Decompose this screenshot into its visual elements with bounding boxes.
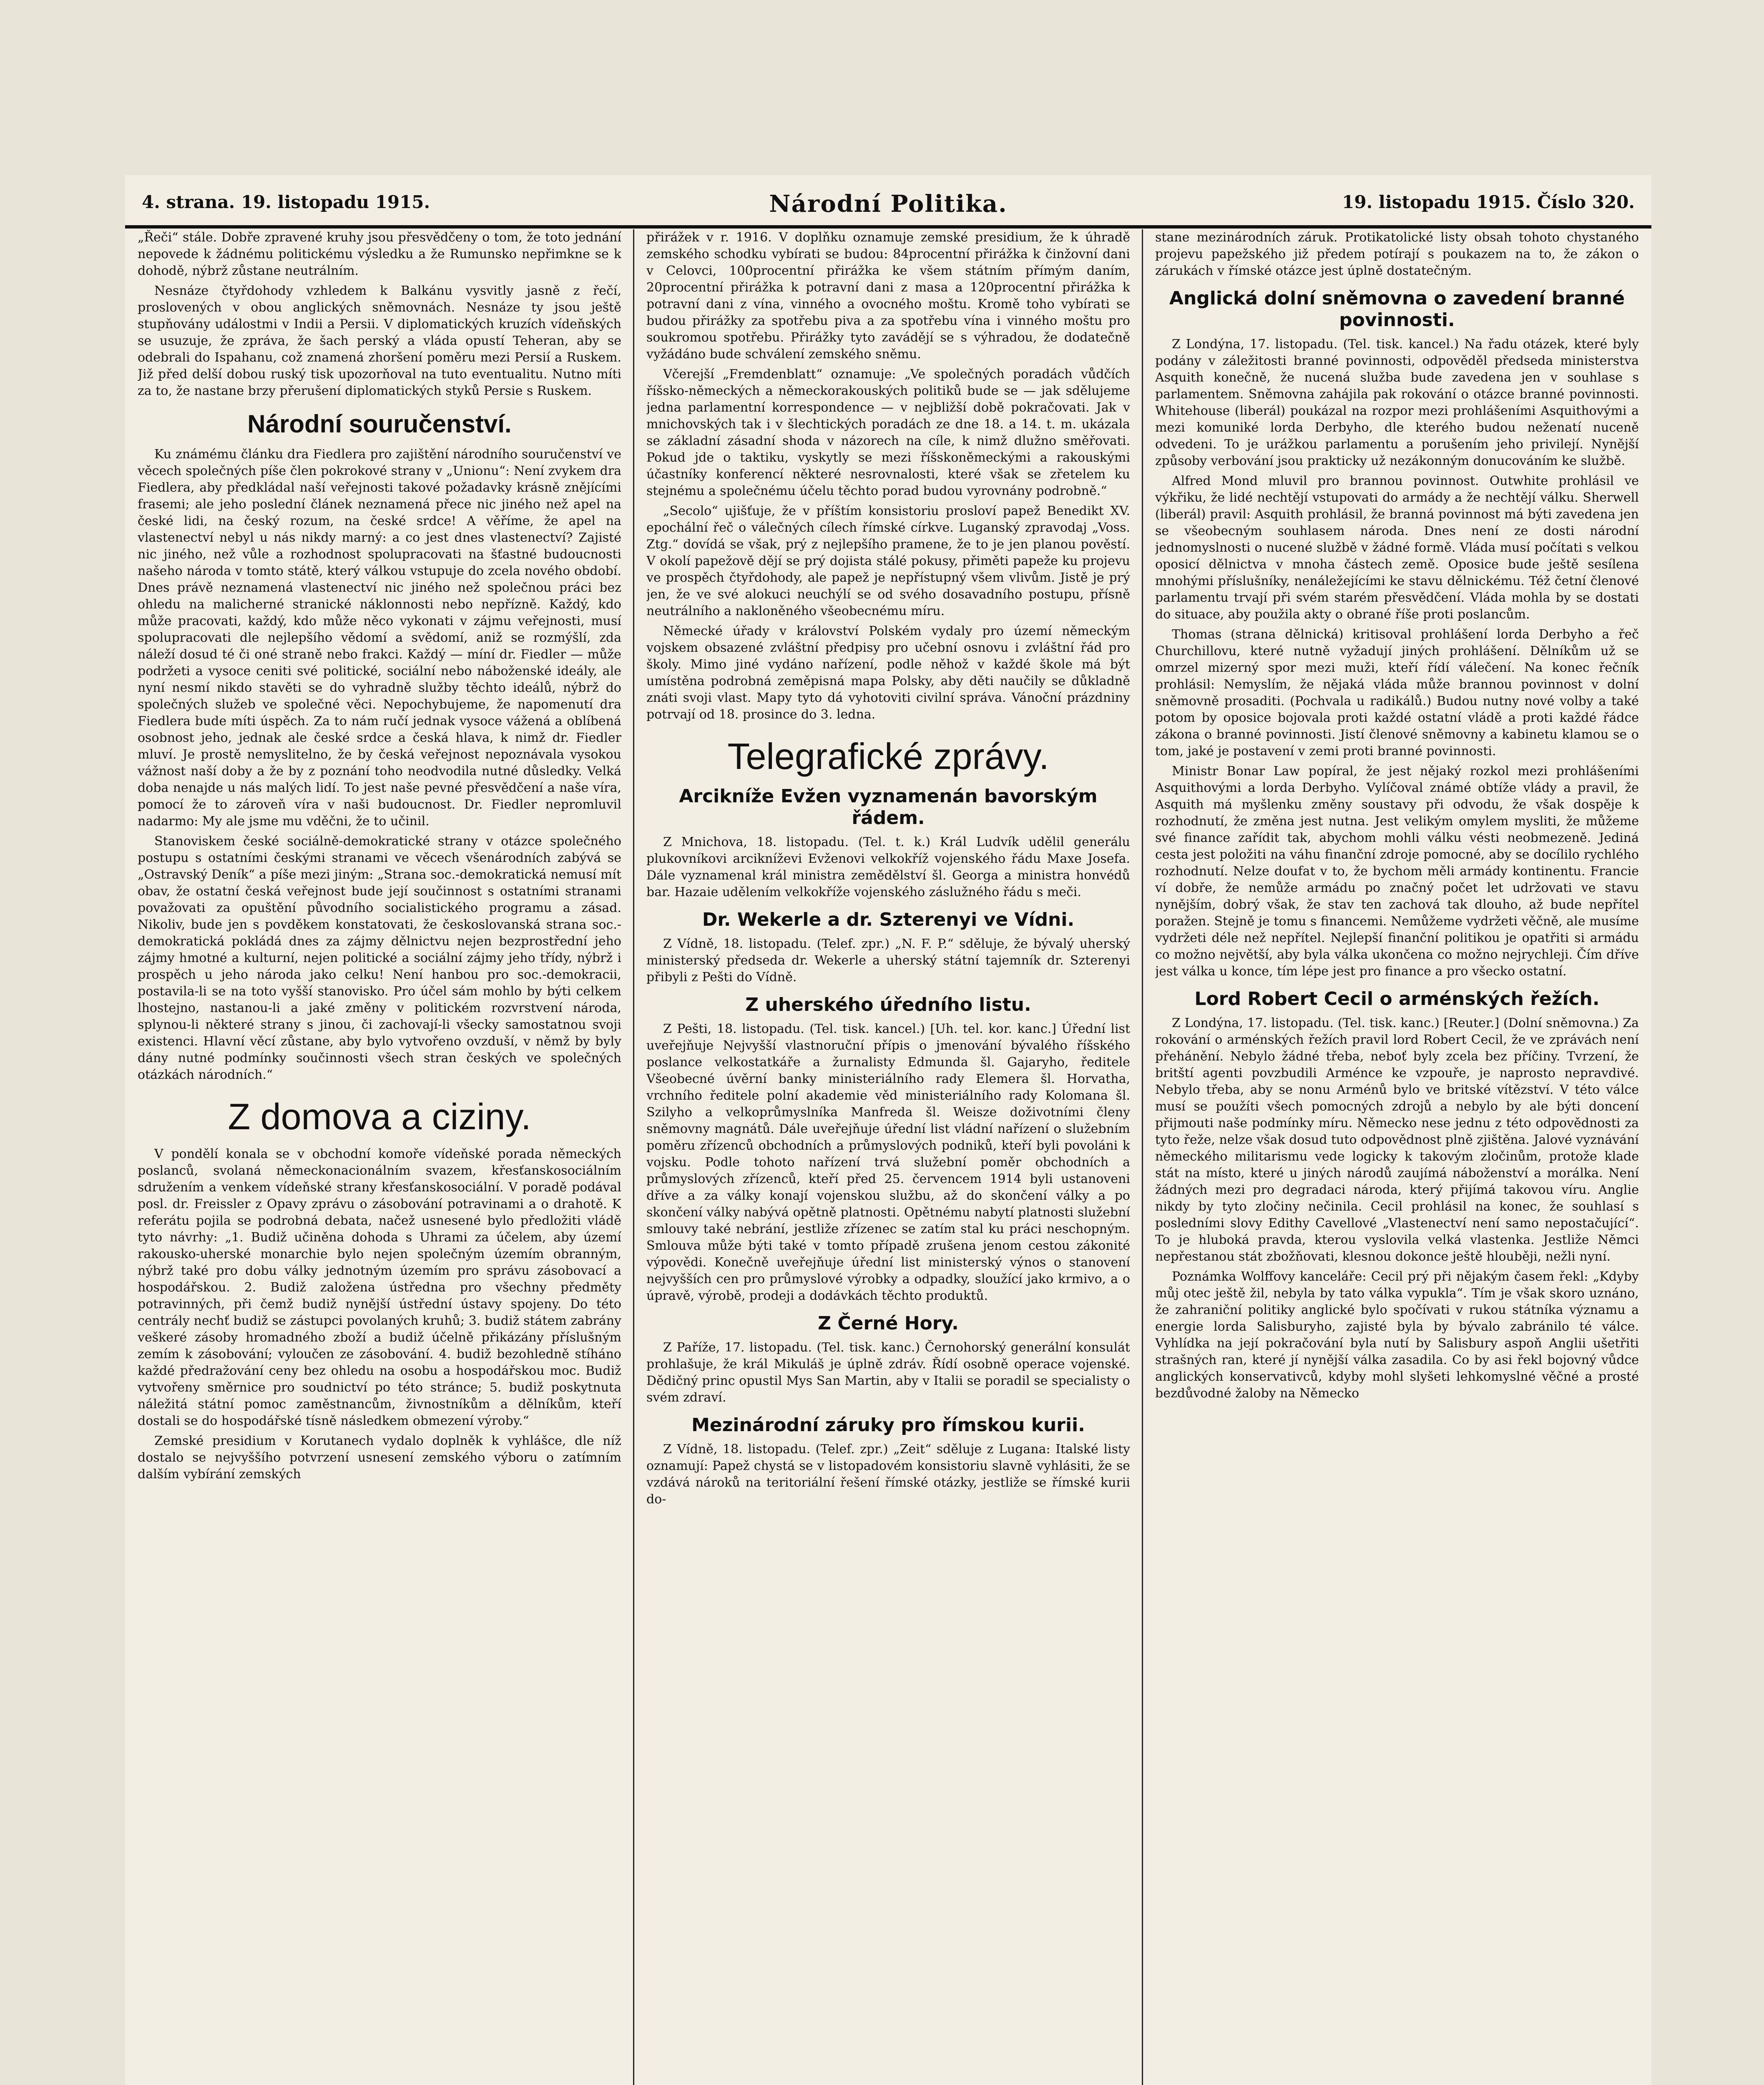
- article-paragraph: Z Londýna, 17. listopadu. (Tel. tisk. kanc.) [Reuter.] (Dolní sněmovna.) Za rokování o arménských řežích pravil lord Robert Cecil, že ve zprávách není přehánění. Nebylo žádné třeba, neboť byly zcela bez příčiny. Tvrzení, že britští agenti povzbudili Arménce ke vzpouře, je naprosto nepravdivé. Nebylo třeba, aby se nonu Arménů bylo ve britské vítězství. V této válce musí se použíti všech pomocných zdrojů a nebylo by ale býti doncení přijmouti naše podmínky míru. Německo nese jednu z této odpovědnosti za tyto řeže, nelze však dosud tuto odpovědnost plně zjištěna. Jalové vyznávání německého militarismu vede logicky k takovým zločinům, protože klade stát na místo, které u jiných národů zaujímá náboženství a morálka. Není žádných mezi pro degradaci národa, který přijímá takovou víru. Anglie nikdy by tyto zločiny nečinila. Cecil prohlásil na konec, že souhlasí s posledními slovy Edithy Cavellové „Vlastenectví není samo nepostačující“. To je hluboká pravda, kterou vyslovila velká vlastenka. Jestliže Němci nepřestanou stát zbožňovati, klesnou dokonce ještě hlouběji, nežli nyní.: [1155, 1016, 1639, 1264]
- article-paragraph: „Secolo“ ujišťuje, že v příštím konsistoriu prosloví papež Benedikt XV. epochální řeč o válečných cílech římské církve. Luganský zpravodaj „Voss. Ztg.“ dovídá se však, prý z nejlepšího pramene, že to je jen planou pověstí. V okolí papežově dějí se prý dojista stálé pokusy, přiměti papeže ku projevu ve prospěch čtyřdohody, ale papež je nepřístupný všem vlivům. Jistě je prý jen, že ve své alokuci neuchýlí se od svého dosavadního postupu, přísně neutrálního a nakloněného všeobecnému míru.: [646, 504, 1130, 618]
- section-heading: Z domova a ciziny.: [228, 1096, 531, 1137]
- column-3: [1155, 229, 1639, 2085]
- newspaper-title: Národní Politika.: [769, 190, 1008, 218]
- section-heading: Telegrafické zprávy.: [727, 736, 1049, 777]
- column-1: [138, 229, 621, 2085]
- article-paragraph: „Řeči“ stále. Dobře zpravené kruhy jsou přesvědčeny o tom, že toto jednání nepovede k žádnému politickému výsledku a že Rumunsko nepřimkne se k dohodě, nýbrž zůstane neutrálním.: [138, 230, 621, 278]
- column-divider: [633, 229, 634, 2085]
- article-heading: Z uherského úředního listu.: [745, 994, 1031, 1015]
- article-paragraph: Německé úřady v království Polském vydaly pro území německým vojskem obsazené zvláštní předpisy pro učební osnovu i zvláštní řád pro školy. Mimo jiné vydáno nařízení, podle něhož v každé škole má být umístěna podrobná zeměpisná mapa Polsky, aby děti naučily se důkladně znáti svoji vlast. Mapy tyto dá vyhotoviti civilní správa. Vánoční prázdniny potrvají od 18. prosince do 3. ledna.: [646, 624, 1130, 722]
- article-heading: Z Černé Hory.: [818, 1313, 959, 1334]
- article-paragraph: Z Vídně, 18. listopadu. (Telef. zpr.) „N. F. P.“ sděluje, že bývalý uherský ministerský předseda dr. Wekerle a uherský státní tajemník dr. Szterenyi přibyli z Pešti do Vídně.: [646, 937, 1130, 985]
- article-paragraph: Včerejší „Fremdenblatt“ oznamuje: „Ve společných poradách vůdčích říšsko-německých a německorakouských politiků bude se — jak sdělujeme jedna parlamentní korrespondence — v nejbližší době pokračovati. Jak v mnichovských tak i v šlechtických poradách ze dne 18. a 14. t. m. ukázala se základní zásadní shoda v názorech na cíle, k nimž dlužno směřovati. Pokud jde o taktiku, vyskytly se mezi říšskoněmeckými a rakouskými účastníky konferencí některé nesrovnalosti, které však se zřetelem ku stejnému a společnému účelu těchto porad budou vyrovnány podrobně.“: [646, 367, 1130, 498]
- article-heading: Arcikníže Evžen vyznamenán bavorským řádem.: [679, 786, 1098, 829]
- issue-date-number: 19. listopadu 1915. Číslo 320.: [1342, 192, 1635, 212]
- article-paragraph: Thomas (strana dělnická) kritisoval prohlášení lorda Derbyho a řeč Churchillovu, které nutně vyžadují jiných prohlášení. Dělníkům už se omrzel mizerný spor mezi muži, kteří řídí válečení. Na konec řečník prohlásil: Nemyslím, že nějaká vláda může brannou povinnost v dolní sněmovně prosaditi. (Pochvala u radikálů.) Budou nutny nové volby a také potom by oposice bojovala proti každé ostatní vládě a proti každé řádce zákona o branné povinnosti. Jistí členové sněmovny a kabinetu klamou se o tom, jaké je postavení v zemi proti branné povinnosti.: [1155, 627, 1639, 759]
- article-paragraph: Ku známému článku dra Fiedlera pro zajištění národního souručenství ve věcech společných píše člen pokrokové strany v „Unionu“: Není zvykem dra Fiedlera, aby předkládal naší veřejnosti takové požadavky krásně znějícími frasemi; ale jeho poslední článek neznamená přece nic jiného než apel na české lidi, na český rozum, na české srdce! A věříme, že apel na vlastenectví nebyl u nás nikdy marný: a co jest dnes vlastenectví? Zajisté nic jiného, než vůle a rozhodnost spolupracovati na šťastné budoucnosti našeho národa v tomto státě, který válkou vstupuje do zcela nového období. Dnes právě neznamená vlastenectví nic jiného než společnou práci bez ohledu na malicherné stranické náklonnosti nebo nepřízně. Každý, kdo může pracovati, každý, kdo může něco vykonati v zájmu veřejnosti, musí spolupracovati dle nejlepšího vědomí a svědomí, aniž se rozmýšlí, zda náleží dosud té či oné straně nebo frakci. Každý — míní dr. Fiedler — může podržeti a vysoce ceniti své politické, sociální nebo náboženské ideály, ale nyní nesmí nikdo stavěti se do vyhradně služby těchto ideálů, nýbrž do společných služeb ve společné věci. Nepochybujeme, že napomenutí dra Fiedlera bude míti úspěch. Za to nám ručí jednak vysoce vážená a oblíbená osobnost jeho, jednak ale české srdce a česká hlava, k nimž dr. Fiedler mluví. Je prostě nemyslitelno, že by česká veřejnost nepoznávala vysokou vážnost naší doby a že by z poznání toho neodvodila nutné důsledky. Velká doba nenajde u nás malých lidí. To jest naše pevné přesvědčení a naše víra, pomocí že to zároveň víra v naši budoucnost. Dr. Fiedler nepromluvil nadarmo: My ale jsme mu vděčni, že to učinil.: [138, 447, 621, 829]
- page-header: [125, 175, 1651, 229]
- article-paragraph: V pondělí konala se v obchodní komoře vídeňské porada německých poslanců, svolaná německonacionálním svazem, křesťanskosociálním sdružením a venkem vídeňské strany křesťanskosociální. V poradě podával posl. dr. Freissler z Opavy zprávu o zásobování potravinami a o drahotě. K referátu pojila se podrobná debata, načež usnesené bylo předložiti vládě tyto návrhy: „1. Budiž učiněna dohoda s Uhrami za účelem, aby území rakousko-uherské monarchie bylo nejen společným územím obranným, nýbrž také pro dobu války jednotným územím pro správu zásobovací a hospodářskou. 2. Budiž založena ústředna pro všechny předměty potravinných, při čemž budiž nynější ústřední ústavy spojeny. Do této centrály nechť budiž se zástupci povolaných kruhů; 3. budiž státem zabrány veškeré zásoby hromadného zboží a budiž účelně přikázány příslušným zemím k zásobování; vyloučen ze zásobování. 4. budiž bezohledně stíháno každé předražování ceny bez ohledu na osobu a hospodářskou moc. Budiž vytvořeny směrnice pro soudnictví po této stránce; 5. budiž poskytnuta náležitá státní pomoc zaměstnancům, živnostníkům a dělníkům, kteří dostali se do hospodářské tísně následkem obmezení výroby.“: [138, 1147, 621, 1428]
- article-heading: Mezinárodní záruky pro římskou kurii.: [691, 1414, 1085, 1436]
- column-divider: [1142, 229, 1143, 2085]
- column-2: [646, 229, 1130, 2085]
- article-heading: Dr. Wekerle a dr. Szterenyi ve Vídni.: [702, 909, 1075, 930]
- article-paragraph: Ministr Bonar Law popíral, že jest nějaký rozkol mezi prohlášeními Asquithovými a lorda Derbyho. Vylíčoval známé obtíže vlády a pravil, že Asquith má myšlenku změny soustavy při odvodu, že však dospěje k rozhodnutí, že změna jest nutna. Jest velikým omylem mysliti, že můžeme své finance zařídit tak, abychom mohli válku vésti neobmezeně. Jediná cesta jest položiti na váhu finanční zdroje pomocné, aby se docílilo rychlého rozhodnutí. Nelze doufat v to, že bychom měli armády kontinentu. Francie ví dobře, že nemůže armádu po značný počet let udržovati ve stavu nynějším, dobrý však, že stav ten zachová tak dlouho, až bude nepřítel poražen. Stejně je tomu s financemi. Nemůžeme vydržeti věčně, ale musíme vydržeti déle než nepřítel. Nejlepší finanční politikou je opatřiti si armádu co možno největší, aby byla válka ukončena co možno nejrychleji. Čím dříve jest válka u konce, tím lépe jest pro finance a pro všecko ostatní.: [1155, 764, 1639, 979]
- section-heading: Národní souručenství.: [247, 410, 512, 438]
- article-paragraph: přirážek v r. 1916. V doplňku oznamuje zemské presidium, že k úhradě zemského schodku vybírati se budou: 84procentní přirážka k činžovní dani v Celovci, 100procentní přirážka ke všem státním přímým daním, 20procentní přirážka k potravní dani z masa a 120procentní přirážka k potravní dani z vína, vinného a ovocného moštu. Kromě toho vybírati se budou přirážky za spotřebu piva a za spotřebu vína i vinného moštu pro soukromou spotřebu. Přirážky tyto zavádějí se s výhradou, že dodatečně vyžádáno bude schválení zemského sněmu.: [646, 230, 1130, 362]
- newspaper-page: [125, 175, 1651, 2085]
- article-paragraph: Z Vídně, 18. listopadu. (Telef. zpr.) „Zeit“ sděluje z Lugana: Italské listy oznamují: Papež chystá se v listopadovém konsistoriu slavně vyhlásiti, že se vzdává nároků na teritoriální řešení římské otázky, jestliže se římské kurii do-: [646, 1442, 1130, 1507]
- article-paragraph: Z Londýna, 17. listopadu. (Tel. tisk. kancel.) Na řadu otázek, které byly podány v záležitosti branné povinnosti, odpověděl předseda ministerstva Asquith konečně, že nucená služba bude zavedena jen v souhlase s parlamentem. Sněmovna zahájila pak rokování o otázce branné povinnosti. Whitehouse (liberál) poukázal na rozpor mezi prohlášeními Asquithovými a mezi komuniké lorda Derbyho, dle kterého budou neženatí nuceně odvedeni. To je urážkou parlamentu a porušením jeho privilejí. Nynější způsoby verbování jsou prakticky už nezákonným donucováním ke službě.: [1155, 337, 1639, 468]
- article-paragraph: Stanoviskem české sociálně-demokratické strany v otázce společného postupu s ostatními českými stranami ve věcech všenárodních zabývá se „Ostravský Deník“ a píše mezi jiným: „Strana soc.-demokratická nemusí mít obav, že ostatní česká veřejnost bude její součinnost s ostatními stranami považovati za opuštění původního socialistického programu a zásad. Nikoliv, bude jen s povděkem konstatovati, že českoslovanská strana soc.-demokratická pokládá dnes za zájmy dělnictvu nejen bezprostřední jeho zájmy hmotné a kulturní, nejen politické a sociální zájmy jeho třídy, nýbrž i prospěch u jeho národa jako celku! Není hanbou pro soc.-demokracii, postavila-li se na toto vyšší stanovisko. Pro účel sám mohlo by býti celkem lhostejno, nastanou-li a jaké změny v politickém rozvrstvení národa, splynou-li některé strany s jinou, či zachovají-li všecky samostatnou svoji existenci. Hlavní věcí zůstane, aby bylo vytvořeno ovzduší, v němž by byly dány nutné podmínky součinnosti všech stran českých ve společných otázkách národních.“: [138, 834, 621, 1082]
- article-paragraph: Poznámka Wolffovy kanceláře: Cecil prý při nějakým časem řekl: „Kdyby můj otec ještě žil, nebyla by tato válka vypukla“. Tím je však skoro uznáno, že zahraniční politiky anglické bylo spočívati v rukou státníka významu a energie lorda Salisburyho, zajisté byla by bývalo zabránilo té válce. Vyhlídka na její pokračování byla nutí by Salisbury aspoň Anglii ušetřiti strašných ran, které jí nynější válka zasadila. Co by asi řekl bojovný vůdce anglických konservativců, kdyby mohl slyšeti lehkomyslné věčné a prosté bezdůvodné žaloby na Německo: [1155, 1269, 1639, 1401]
- article-paragraph: Nesnáze čtyřdohody vzhledem k Balkánu vysvitly jasně z řečí, proslovených v obou anglických sněmovnách. Nesnáze ty jsou ještě stupňovány událostmi v Indii a Persii. V diplomatických kruzích vídeňských se usuzuje, že zpráva, že šach perský a vláda opustí Teheran, aby se odebrali do Ispahanu, což znamená zhoršení poměru mezi Persií a Ruskem. Již před delší dobou ruský tisk upozorňoval na tuto eventualitu. Nutno míti za to, že nastane brzy přerušení diplomatických styků Persie s Ruskem.: [138, 284, 621, 398]
- article-paragraph: Zemské presidium v Korutanech vydalo doplněk k vyhlášce, dle níž dostalo se nejvyššího potvrzení usnesení zemského výboru o zatímním dalším vybírání zemských: [138, 1434, 621, 1482]
- article-paragraph: Alfred Mond mluvil pro brannou povinnost. Outwhite prohlásil ve výkřiku, že lidé nechtějí vstupovati do armády a že nechtějí válku. Sherwell (liberál) pravil: Asquith prohlásil, že branná povinnost má býti zavedena jen se všeobecným souhlasem národa. Dnes není ze dosti národní jednomyslnosti o nucené službě v žádné formě. Vláda musí počítati s velkou oposicí dělnictva v mnoha částech země. Oposice bude ještě sesílena mnohými příslušníky, nenáležejícími ke stavu dělnickému. Též četní členové parlamentu trvají při svém starém přesvědčení. Vláda mohla by se dostati do situace, aby použila akty o obrané říše proti poslancům.: [1155, 474, 1639, 622]
- article-paragraph: Z Mnichova, 18. listopadu. (Tel. t. k.) Král Ludvík udělil generálu plukovníkovi arcikníževi Evženovi velkokříž vojenského řádu Maxe Josefa. Dále vyznamenal král ministra zemědělství šl. Georga a ministra honvédů bar. Hazaie udělením velkokříže vojenského záslužného řádu s meči.: [646, 835, 1130, 899]
- article-paragraph: Z Paříže, 17. listopadu. (Tel. tisk. kanc.) Černohorský generální konsulát prohlašuje, že král Mikuláš je úplně zdráv. Řídí osobně operace vojenské. Dědičný princ opustil Mys San Martin, aby v Italii se poradil se specialisty o svém zdraví.: [646, 1340, 1130, 1405]
- article-paragraph: Z Pešti, 18. listopadu. (Tel. tisk. kancel.) [Uh. tel. kor. kanc.] Úřední list uveřejňuje Nejvyšší vlastnoruční přípis o jmenování bývalého říšského poslance velkostatkáře a žurnalisty Edmunda šl. Gajaryho, ředitele Všeobecné úvěrní banky ministeriálního rady Elemera šl. Horvatha, vrchního ředitele polní akademie věd ministeriálního rady Kolomana šl. Szilyho a velkoprůmyslníka Manfreda šl. Weisze doživotními členy sněmovny magnátů. Dále uveřejňuje úřední list vládní nařízení o služebním poměru zřízenců obchodních a průmyslových podniků, kteří byli povoláni k vojsku. Podle tohoto nařízení trvá služební poměr obchodních a průmyslových zřízenců, kteří před 25. červencem 1914 byli ustanoveni dříve a za války konají vojenskou službu, až do skončení války a po skončení války nabývá opětně platnosti. Opětnému nabytí platnosti služební smlouvy také nebrání, jestliže zřízenec se zatím stal ku práci neschopným. Smlouva může býti také v tomto případě zrušena jenom cestou zákonité výpovědi. Konečně uveřejňuje úřední list ministerský výnos o stanovení nejvyšších cen pro průmyslové výrobky a odpadky, sloužící jako krmivo, a o úpravě, výrobě, prodeji a dodávkách těchto produktů.: [646, 1022, 1130, 1303]
- article-paragraph: stane mezinárodních záruk. Protikatolické listy obsah tohoto chystaného projevu papežského již předem potírají s poukazem na to, že zákon o zárukách v římské otázce jest úplně dostatečným.: [1155, 230, 1639, 278]
- article-heading: Anglická dolní sněmovna o zavedení branné povinnosti.: [1169, 288, 1625, 331]
- article-heading: Lord Robert Cecil o arménských řežích.: [1194, 988, 1600, 1010]
- page-number-date: 4. strana. 19. listopadu 1915.: [142, 192, 430, 212]
